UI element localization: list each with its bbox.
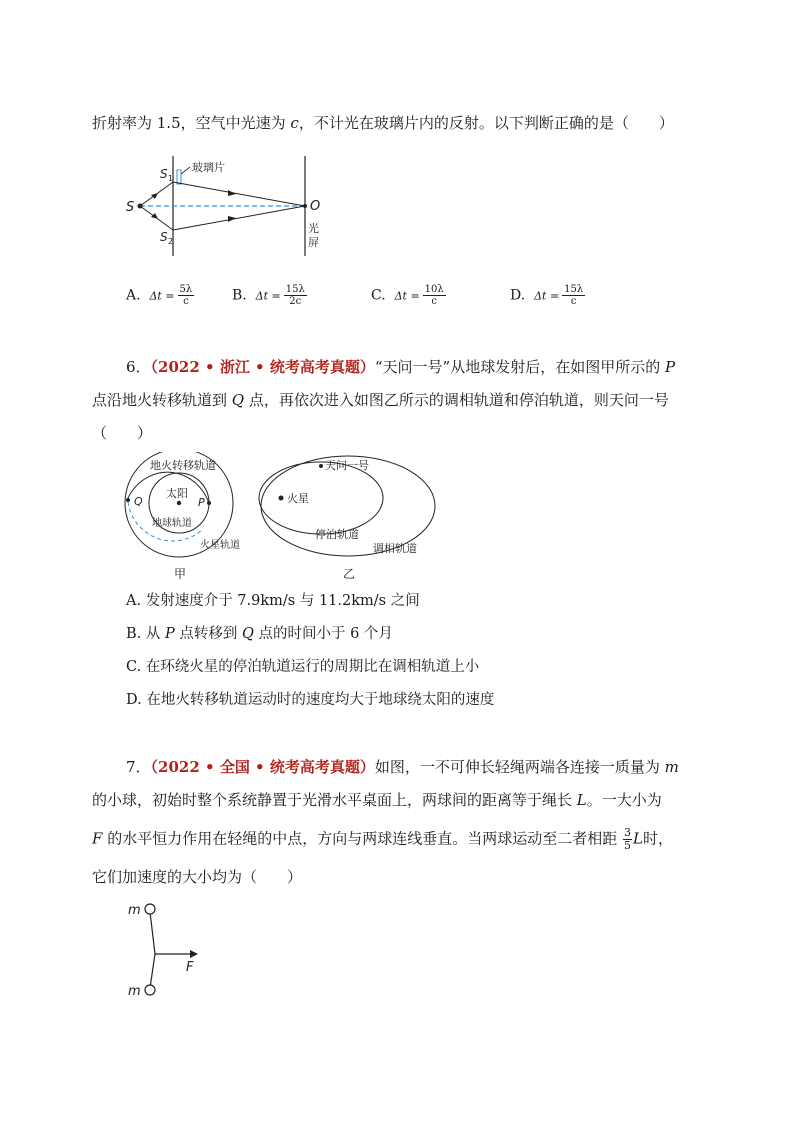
svg-text:停泊轨道: 停泊轨道 (315, 528, 359, 541)
q6-option-a[interactable]: A. 发射速度介于 7.9km/s 与 11.2km/s 之间 (126, 593, 420, 609)
label-s1: S (160, 167, 168, 181)
q6-stem-line-3: （ ） (92, 424, 153, 442)
svg-text:P: P (198, 496, 205, 509)
label-screen-2: 屏 (308, 236, 319, 249)
q5-option-c[interactable]: C. Δt = $\frac{10\lambda}{c}$ (371, 284, 444, 307)
label-glass: 玻璃片 (192, 161, 225, 174)
svg-text:地球轨道: 地球轨道 (152, 518, 192, 529)
q7-stem-line-2: 的小球，初始时整个系统静置于光滑水平桌面上，两球间的距离等于绳长 L。一大小为 (92, 791, 662, 809)
q6-option-d[interactable]: D. 在地火转移轨道运动时的速度均大于地球绕太阳的速度 (126, 692, 495, 708)
q7-stem-line-1: 7．（2022 • 全国 • 统考高考真题）如图，一不可伸长轻绳两端各连接一质量为 m (126, 758, 679, 776)
probe-dot (319, 464, 323, 468)
q6-option-c[interactable]: C. 在环绕火星的停泊轨道运行的周期比在调相轨道上小 (126, 659, 480, 675)
q7-figure (120, 900, 220, 1000)
q7-stem-line-3: F 的水平恒力作用在轻绳的中点，方向与两球连线垂直。当两球运动至二者相距 $\frac{3}{5}$ L时， (92, 826, 673, 852)
q5-double-slit-figure (118, 152, 338, 270)
svg-text:火星轨道: 火星轨道 (200, 540, 240, 551)
label-screen-1: 光 (308, 222, 319, 235)
svg-text:F: F (186, 960, 194, 975)
label-o: O (310, 199, 321, 214)
q5-stem-line: 折射率为 1.5，空气中光速为 c，不计光在玻璃片内的反射。以下判断正确的是（ ） (92, 114, 674, 132)
q5-option-b[interactable]: B. Δt = $\frac{15\lambda}{2c}$ (232, 284, 305, 307)
q6-figure-yi (255, 452, 445, 582)
sun-dot (177, 501, 181, 505)
q7-source: （2022 • 全国 • 统考高考真题） (150, 758, 375, 776)
q5-option-a[interactable]: A. Δt = $\frac{5\lambda}{c}$ (126, 284, 193, 307)
label-s: S (126, 200, 135, 215)
q6-stem-line-1: 6．（2022 • 浙江 • 统考高考真题）“天问一号”从地球发射后，在如图甲所示的 P (126, 358, 676, 376)
parking-orbit (259, 462, 383, 534)
svg-text:1: 1 (168, 174, 174, 183)
ball-top (145, 904, 155, 914)
svg-text:太阳: 太阳 (166, 487, 188, 500)
point-q (126, 498, 130, 502)
mars-dot (279, 496, 284, 501)
q6-stem-line-2: 点沿地火转移轨道到 Q 点，再依次进入如图乙所示的调相轨道和停泊轨道，则天问一号 (92, 391, 669, 409)
q6-option-b[interactable]: B. 从 P 点转移到 Q 点的时间小于 6 个月 (126, 626, 393, 642)
svg-text:Q: Q (134, 495, 143, 508)
svg-text:m: m (128, 984, 141, 999)
svg-text:调相轨道: 调相轨道 (373, 542, 417, 555)
q6-source: （2022 • 浙江 • 统考高考真题） (150, 358, 375, 376)
svg-text:2: 2 (168, 237, 174, 246)
point-p (207, 501, 211, 505)
q5-option-d[interactable]: D. Δt = $\frac{15\lambda}{c}$ (510, 284, 584, 307)
glass-piece (177, 170, 181, 184)
svg-text:m: m (128, 903, 141, 918)
svg-text:地火转移轨道: 地火转移轨道 (150, 459, 216, 472)
svg-text:甲: 甲 (174, 567, 187, 581)
q6-figure-jia (122, 452, 242, 582)
ball-bottom (145, 985, 155, 995)
svg-text:乙: 乙 (343, 567, 356, 581)
svg-text:天问一号: 天问一号 (325, 459, 369, 472)
q7-stem-line-4: 它们加速度的大小均为（ ） (92, 868, 303, 886)
label-s2: S (160, 230, 168, 244)
svg-text:火星: 火星 (287, 492, 309, 505)
